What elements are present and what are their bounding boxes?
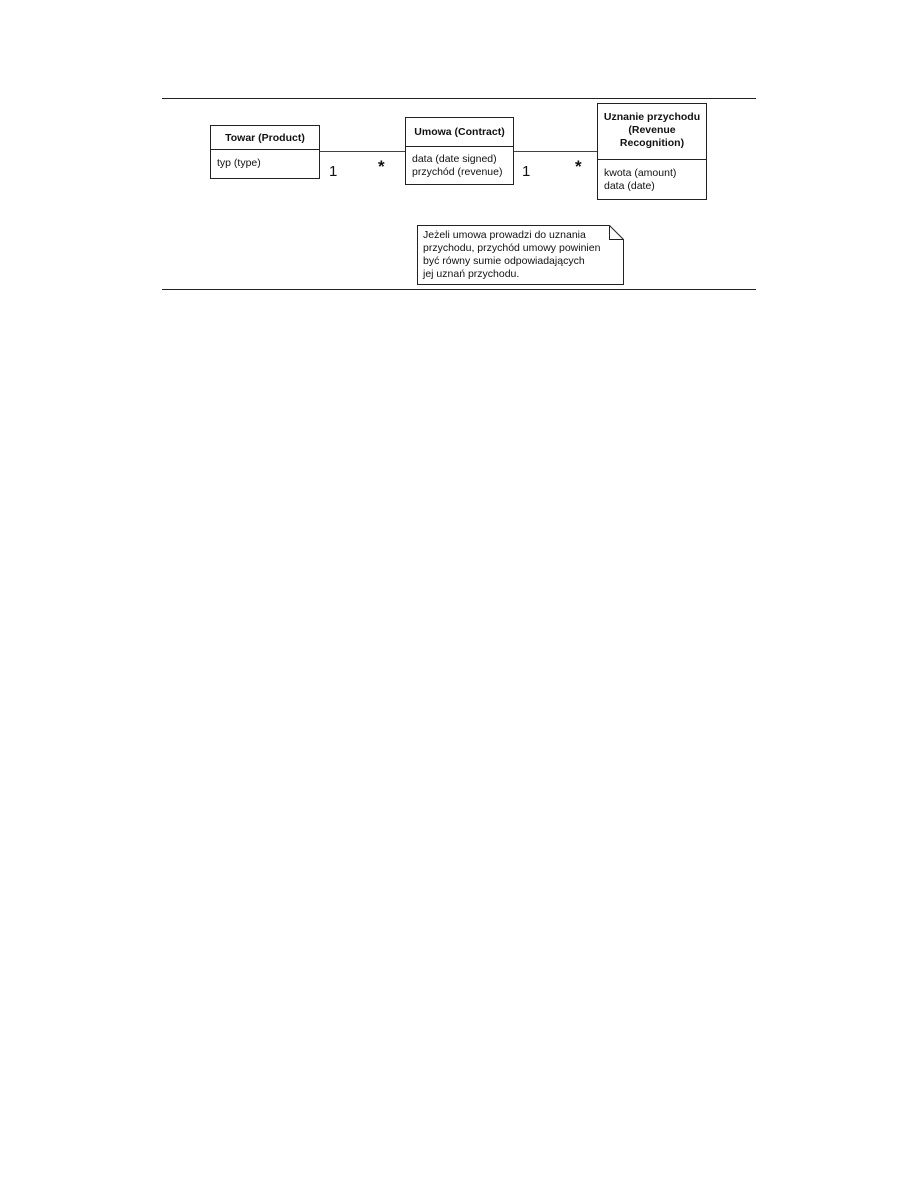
bottom-rule [162, 289, 756, 290]
class-contract [405, 117, 514, 185]
class-product-attributes [211, 150, 319, 170]
association-line-contract-revenue [514, 151, 597, 152]
class-contract-title: Umowa (Contract) [406, 118, 513, 147]
multiplicity-product-one: 1 [329, 163, 338, 180]
top-rule [162, 98, 756, 99]
class-product [210, 125, 320, 179]
multiplicity-contract-many: * [378, 157, 385, 176]
attribute-type: typ (type) [217, 157, 261, 169]
multiplicity-revenue-many: * [575, 157, 582, 176]
multiplicity-contract-one: 1 [522, 163, 531, 180]
class-revenue-recognition-title-line: Uznanie przychodu [603, 111, 701, 123]
class-contract-attributes [406, 147, 513, 179]
note-line: przychodu, przychód umowy powinien [423, 242, 601, 254]
class-revenue-recognition-attributes [598, 160, 706, 193]
constraint-note [417, 225, 624, 285]
class-product-title: Towar (Product) [211, 126, 319, 150]
class-revenue-recognition [597, 103, 707, 200]
attribute-revenue: przychód (revenue) [412, 166, 503, 178]
attribute-date-signed: data (date signed) [412, 153, 497, 165]
note-text [423, 229, 613, 281]
attribute-amount: kwota (amount) [604, 167, 677, 179]
class-revenue-recognition-title-line: (Revenue [628, 124, 676, 136]
association-line-product-contract [320, 151, 405, 152]
attribute-date: data (date) [604, 180, 655, 192]
note-line: jej uznań przychodu. [423, 268, 520, 280]
class-revenue-recognition-title [598, 104, 706, 160]
class-revenue-recognition-title-line: Recognition) [619, 137, 685, 149]
note-line: Jeżeli umowa prowadzi do uznania [423, 229, 586, 241]
note-line: być równy sumie odpowiadających [423, 255, 585, 267]
